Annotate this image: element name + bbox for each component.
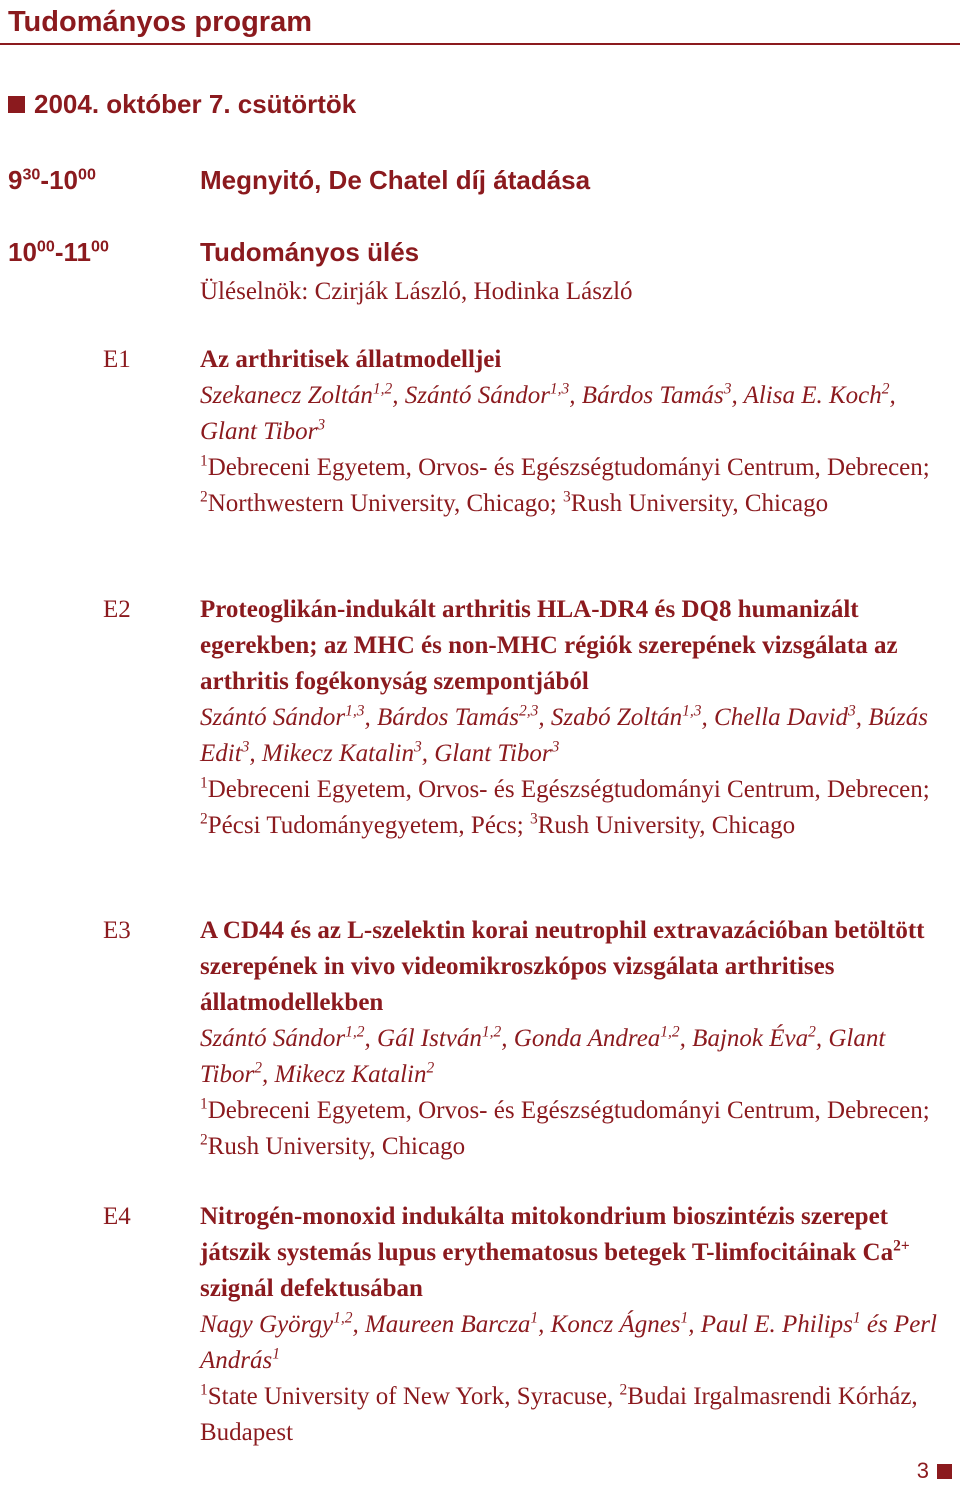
presentation-title: Nitrogén-monoxid indukálta mitokondrium bioszintézis szerepet játszik systemás lupus erythematosus betegek T-limfocitáinak $Ca^{2+}$ szignál defektusában xyxy=(200,1203,910,1302)
square-bullet-icon xyxy=(8,96,25,113)
presentation-id: E3 xyxy=(103,917,131,944)
slot-time: $10^{00}-11^{00}$ xyxy=(8,237,109,267)
presentation-id: E2 xyxy=(103,596,131,623)
presentation-authors: Szántó Sándor$^{1,3}$, Bárdos Tamás$^{2,3}$, Szabó Zoltán$^{1,3}$, Chella David$^3$, Búzás Edit$^3$, Mikecz Katalin$^3$, Glant Tibor$^3$ xyxy=(200,702,929,767)
square-bullet-icon xyxy=(937,1464,952,1479)
header-rule xyxy=(0,43,960,45)
slot-time: $9^{30}-10^{00}$ xyxy=(8,165,96,195)
presentation-title: A CD44 és az L-szelektin korai neutrophil extravazációban betöltött szerepének in vivo videomikroszkópos vizsgálata arthritises állatmodellekben xyxy=(200,917,925,1016)
presentation-affiliations: $^1$Debreceni Egyetem, Orvos- és Egészségtudományi Centrum, Debrecen; $^2$Rush University, Chicago xyxy=(200,1095,930,1160)
presentation-e4 xyxy=(200,1199,952,1451)
page-number-value: 3 xyxy=(916,1458,929,1483)
day-heading xyxy=(8,86,356,122)
slot-title: Megnyitó, De Chatel díj átadása xyxy=(200,165,591,195)
presentation-authors: Nagy György$^{1,2}$, Maureen Barcza$^1$, Koncz Ágnes$^1$, Paul E. Philips$^1$ és Perl András$^1$ xyxy=(200,1309,937,1374)
presentation-e1 xyxy=(200,342,952,522)
presentation-authors: Szekanecz Zoltán$^{1,2}$, Szántó Sándor$^{1,3}$, Bárdos Tamás$^3$, Alisa E. Koch$^2$, Glant Tibor$^3$ xyxy=(200,380,896,445)
presentation-e3 xyxy=(200,913,952,1165)
day-date: 2004. október 7. csütörtök xyxy=(34,89,357,119)
presentation-title: Proteoglikán-indukált arthritis HLA-DR4 és DQ8 humanizált egerekben; az MHC és non-MHC régiók szerepének vizsgálata az arthritis fogékonyság szempontjából xyxy=(200,596,898,695)
presentation-affiliations: $^1$State University of New York, Syracuse, $^2$Budai Irgalmasrendi Kórház, Budapest xyxy=(200,1381,918,1446)
presentation-affiliations: $^1$Debreceni Egyetem, Orvos- és Egészségtudományi Centrum, Debrecen; $^2$Northwestern University, Chicago; $^3$Rush University, Chicago xyxy=(200,452,930,517)
session-chairs: Üléselnök: Czirják László, Hodinka László xyxy=(200,278,633,305)
slot-title: Tudományos ülés xyxy=(200,237,420,267)
presentation-affiliations: $^1$Debreceni Egyetem, Orvos- és Egészségtudományi Centrum, Debrecen; $^2$Pécsi Tudományegyetem, Pécs; $^3$Rush University, Chicago xyxy=(200,774,930,839)
page-header-title: Tudományos program xyxy=(8,6,312,38)
page-number xyxy=(917,1458,952,1484)
presentation-authors: Szántó Sándor$^{1,2}$, Gál István$^{1,2}$, Gonda Andrea$^{1,2}$, Bajnok Éva$^2$, Glant Tibor$^2$, Mikecz Katalin$^2$ xyxy=(200,1023,886,1088)
presentation-id: E1 xyxy=(103,346,131,373)
presentation-id: E4 xyxy=(103,1203,131,1230)
presentation-title: Az arthritisek állatmodelljei xyxy=(200,346,502,373)
presentation-e2 xyxy=(200,592,952,844)
